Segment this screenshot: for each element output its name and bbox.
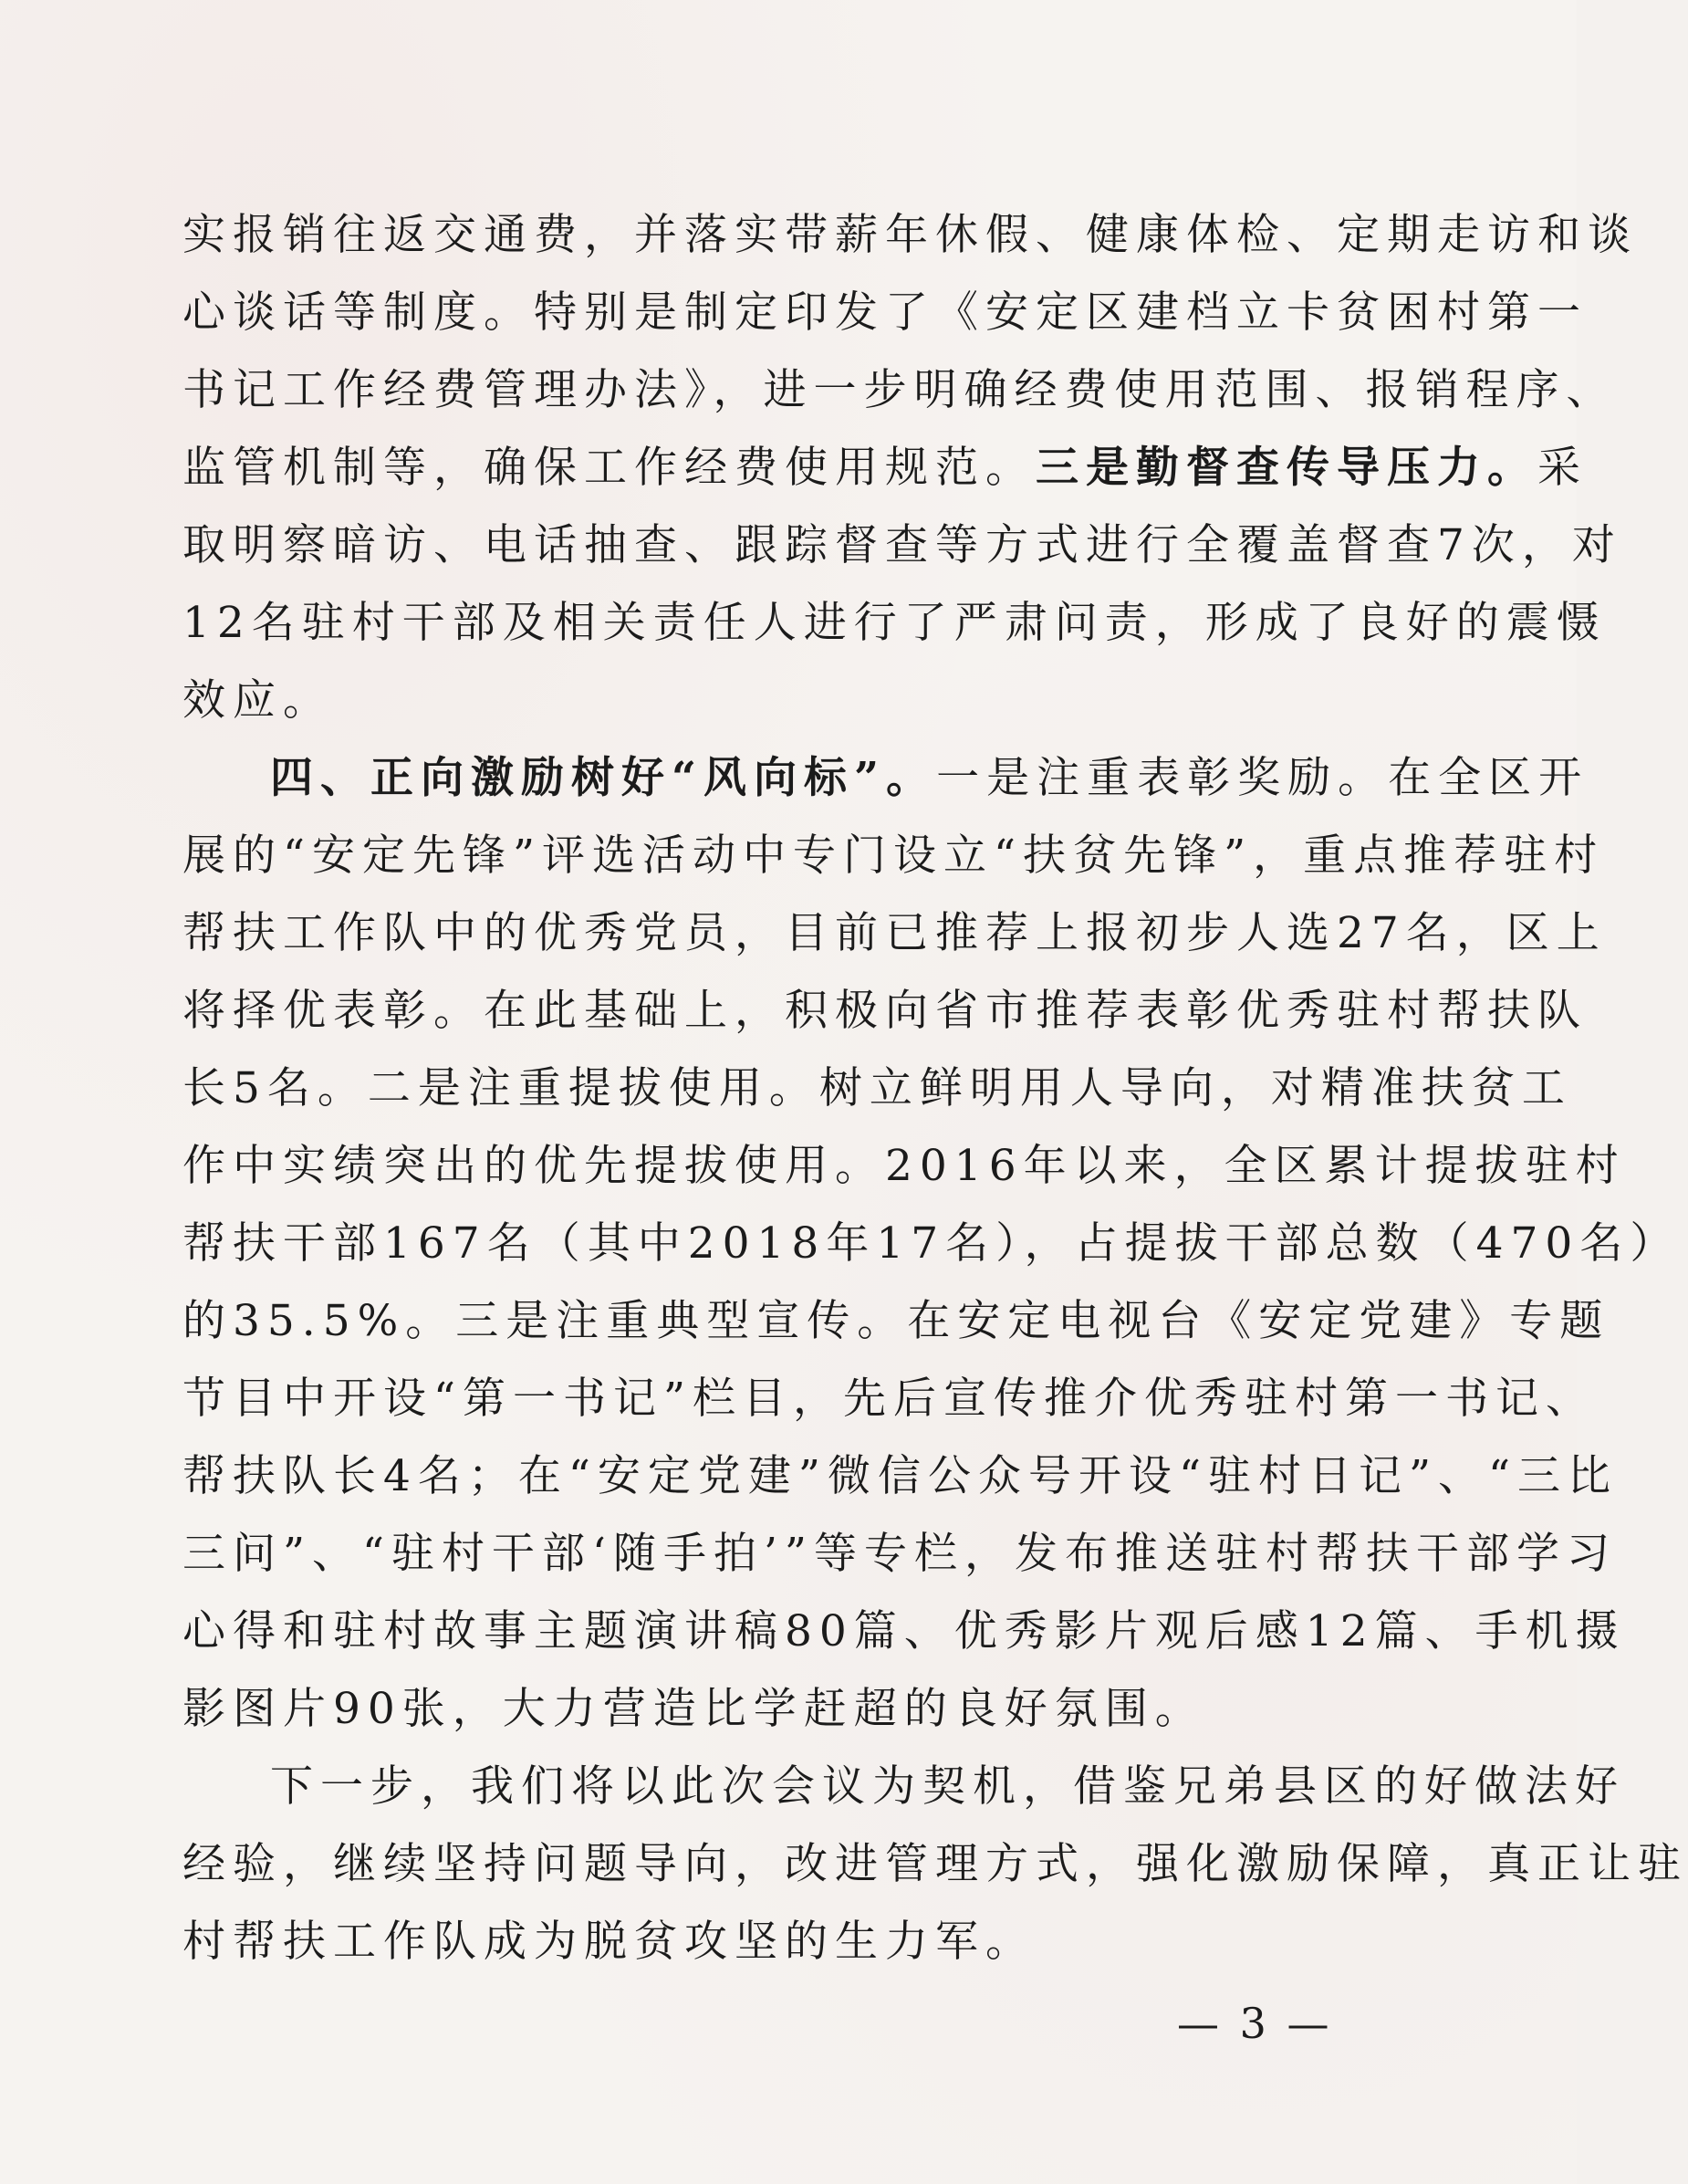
text-span: 一是注重表彰奖励。在全区开 [936, 753, 1589, 803]
text-line: 作中实绩突出的优先提拔使用。2016年以来，全区累计提拔驻村 [182, 1141, 1626, 1191]
section-heading: 四、正向激励树好“风向标”。 [270, 753, 937, 803]
paragraph-1 [182, 196, 1638, 739]
text-line: 三问”、“驻村干部‘随手拍’”等专栏，发布推送驻村帮扶干部学习 [182, 1529, 1617, 1579]
text-line: 影图片90张，大力营造比学赶超的良好氛围。 [182, 1684, 1205, 1734]
text-line: 取明察暗访、电话抽查、跟踪督查等方式进行全覆盖督查7次，对 [182, 520, 1622, 570]
text-line: 心得和驻村故事主题演讲稿80篇、优秀影片观后感12篇、手机摄 [182, 1606, 1626, 1656]
text-line: 帮扶队长4名；在“安定党建”微信公众号开设“驻村日记”、“三比 [182, 1451, 1619, 1501]
text-line: 展的“安定先锋”评选活动中专门设立“扶贫先锋”，重点推荐驻村 [182, 831, 1605, 881]
text-line: 将择优表彰。在此基础上，积极向省市推荐表彰优秀驻村帮扶队 [182, 986, 1588, 1036]
text-span: 采 [1537, 443, 1588, 493]
paragraph-2 [182, 739, 1681, 1748]
document-body [182, 196, 1688, 1980]
text-line: 书记工作经费管理办法》，进一步明确经费使用范围、报销程序、 [182, 365, 1617, 415]
bold-subheading: 三是勤督查传导压力。 [1036, 443, 1537, 493]
text-line: 经验，继续坚持问题导向，改进管理方式，强化激励保障，真正让驻 [182, 1839, 1688, 1889]
text-line: 实报销往返交通费，并落实带薪年休假、健康体检、定期走访和谈 [182, 210, 1638, 260]
text-span: 监管机制等，确保工作经费使用规范。 [182, 443, 1036, 493]
text-line: 节目中开设“第一书记”栏目，先后宣传推介优秀驻村第一书记、 [182, 1374, 1597, 1424]
text-line: 心谈话等制度。特别是制定印发了《安定区建档立卡贫困村第一 [182, 287, 1588, 338]
text-line: 下一步，我们将以此次会议为契机，借鉴兄弟县区的好做法好 [270, 1761, 1625, 1812]
text-line: 效应。 [182, 675, 333, 726]
text-line: 12名驻村干部及相关责任人进行了严肃问责，形成了良好的震慑 [182, 598, 1607, 648]
text-line: 帮扶工作队中的优秀党员，目前已推荐上报初步人选27名，区上 [182, 908, 1607, 958]
paragraph-3 [182, 1748, 1688, 1980]
text-line [182, 739, 1589, 817]
text-line: 长5名。二是注重提拔使用。树立鲜明用人导向，对精准扶贫工 [182, 1063, 1572, 1113]
text-line [182, 429, 1588, 507]
text-line: 村帮扶工作队成为脱贫攻坚的生力军。 [182, 1917, 1036, 1967]
text-line: 帮扶干部167名（其中2018年17名），占提拔干部总数（470名） [182, 1218, 1681, 1269]
text-line: 的35.5%。三是注重典型宣传。在安定电视台《安定党建》专题 [182, 1296, 1610, 1346]
page-number: — 3 — [1177, 1999, 1333, 2048]
